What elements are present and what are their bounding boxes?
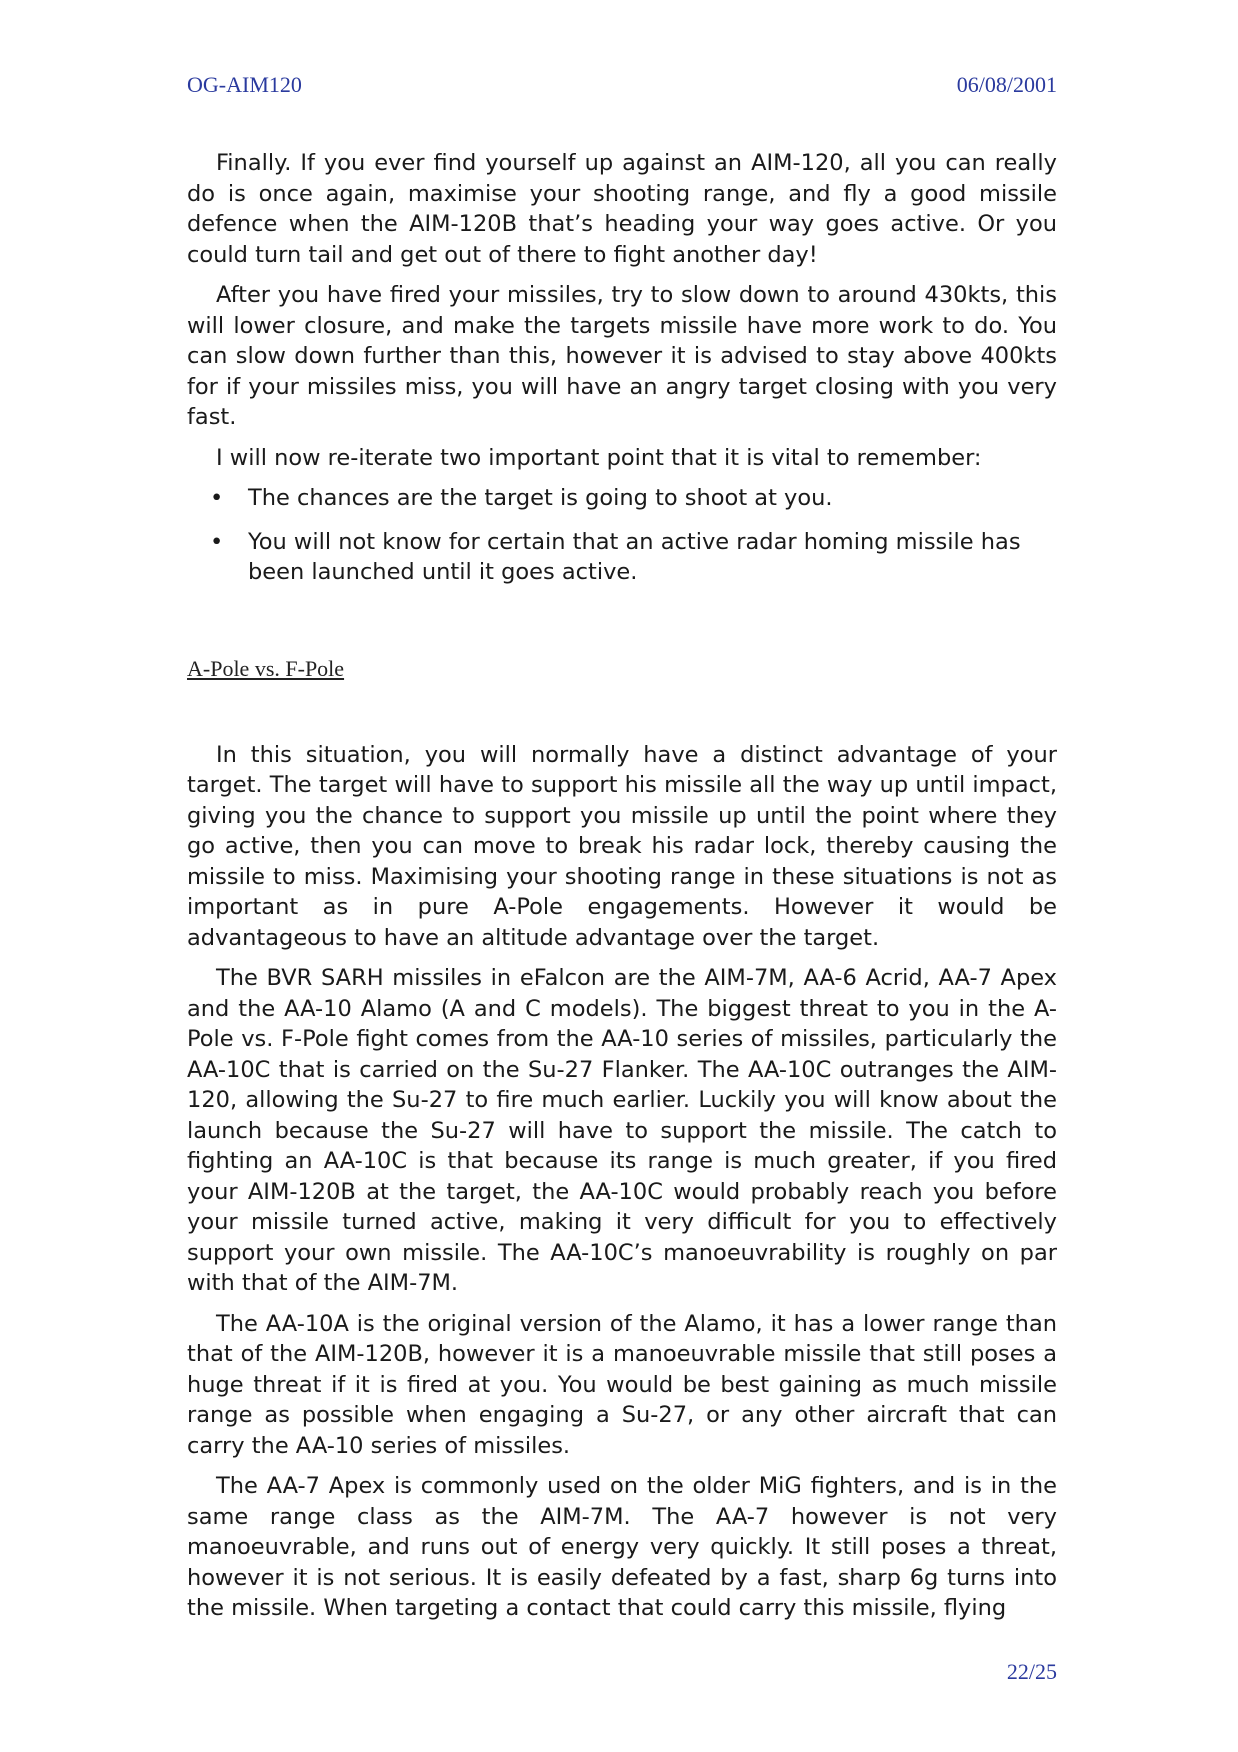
bullet-item: • You will not know for certain that an active radar homing missile has been launched until it goes active. bbox=[248, 527, 1057, 588]
paragraph: The AA-10A is the original version of the Alamo, it has a lower range than that of the AIM-120B, however it is a manoeuvrable missile that still poses a huge threat if it is fired at you. You would be best gaining as much missile range as possible when engaging a Su-27, or any other aircraft that can carry the AA-10 series of missiles. bbox=[187, 1310, 1057, 1459]
page-content bbox=[187, 148, 1057, 1634]
section-heading: A-Pole vs. F-Pole bbox=[187, 655, 345, 681]
paragraph: In this situation, you will normally have a distinct advantage of your target. The target will have to support his missile all the way up until impact, giving you the chance to support you missile up until the point where they go active, then you can move to break his radar lock, thereby causing the missile to miss. Maximising your shooting range in these situations is not as important as in pure A-Pole engagements. However it would be advantageous to have an altitude advantage over the target. bbox=[187, 741, 1057, 951]
bullet-item: • The chances are the target is going to shoot at you. bbox=[248, 483, 1057, 514]
paragraph: I will now re-iterate two important point that it is vital to remember: bbox=[216, 444, 982, 471]
document-id: OG-AIM120 bbox=[187, 72, 302, 97]
document-date: 06/08/2001 bbox=[956, 72, 1057, 97]
paragraph: After you have fired your missiles, try to slow down to around 430kts, this will lower closure, and make the targets missile have more work to do. You can slow down further than this, however it is advised to stay above 400kts for if your missiles miss, you will have an angry target closing with you very fast. bbox=[187, 282, 1057, 430]
paragraph: The BVR SARH missiles in eFalcon are the AIM-7M, AA-6 Acrid, AA-7 Apex and the AA-10 Alamo (A and C models). The biggest threat to you in the A-Pole vs. F-Pole fight comes from the AA-10 series of missiles, particularly the AA-10C that is carried on the Su-27 Flanker. The AA-10C outranges the AIM-120, allowing the Su-27 to fire much earlier. Luckily you will know about the launch because the Su-27 will have to support the missile. The catch to fighting an AA-10C is that because its range is much greater, if you fired your AIM-120B at the target, the AA-10C would probably reach you before your missile turned active, making it very difficult for you to effectively support your own missile. The AA-10C’s manoeuvrability is roughly on par with that of the AIM-7M. bbox=[187, 965, 1057, 1296]
bullet-list bbox=[187, 483, 1057, 588]
page-header bbox=[187, 72, 1057, 98]
paragraph: Finally. If you ever find yourself up against an AIM-120, all you can really do is once again, maximise your shooting range, and fly a good missile defence when the AIM-120B that’s heading your way goes active. Or you could turn tail and get out of there to fight another day! bbox=[187, 150, 1057, 268]
page-number: 22/25 bbox=[1006, 1659, 1057, 1684]
paragraph: The AA-7 Apex is commonly used on the older MiG fighters, and is in the same range class as the AIM-7M. The AA-7 however is not very manoeuvrable, and runs out of energy very quickly. It still poses a threat, however it is not serious. It is easily defeated by a fast, sharp 6g turns into the missile. When targeting a contact that could carry this missile, flying bbox=[187, 1473, 1057, 1621]
